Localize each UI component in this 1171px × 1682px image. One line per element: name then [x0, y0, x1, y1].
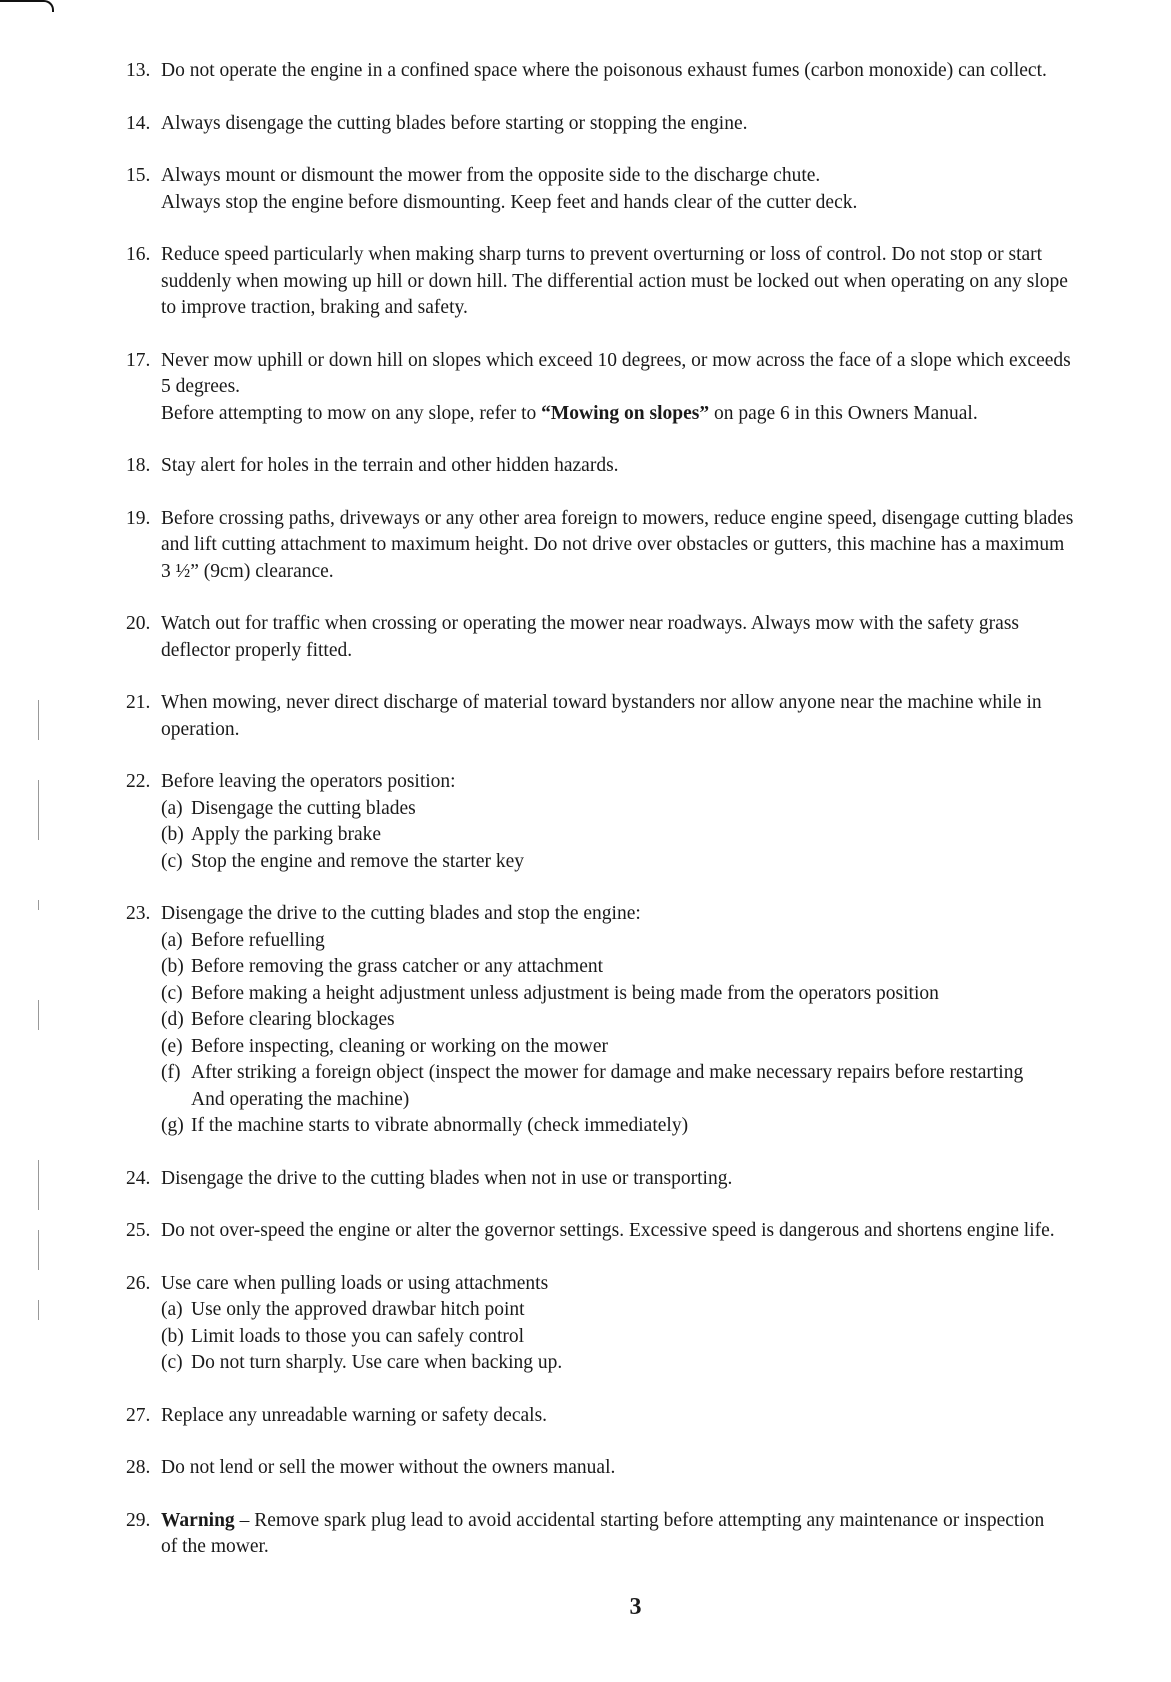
sub-item-text: Before inspecting, cleaning or working on the mower — [191, 1035, 608, 1057]
sub-item — [161, 1324, 1166, 1351]
sub-item-label: (a) — [161, 797, 183, 819]
reference-text-before: Before attempting to mow on any slope, refer to — [161, 402, 542, 424]
sub-item — [161, 1007, 1166, 1034]
sub-item-label: (d) — [161, 1009, 184, 1030]
item-text-line: Disengage the drive to the cutting blades and stop the engine: — [161, 903, 641, 924]
item-text-line: Never mow uphill or down hill on slopes which exceed 10 degrees, or mow across the face of a slope which exceeds — [161, 349, 1071, 371]
instruction-item — [126, 1403, 1166, 1430]
item-text-line: Use care when pulling loads or using attachments — [161, 1272, 549, 1294]
item-text-line: deflector properly fitted. — [161, 639, 353, 661]
sub-item-text: Do not turn sharply. Use care when backing up. — [191, 1352, 563, 1373]
item-number: 29. — [126, 1509, 151, 1531]
mowing-on-slopes-reference: “Mowing on slopes” — [541, 402, 710, 424]
item-number: 24. — [126, 1167, 151, 1189]
sub-item — [161, 1297, 1166, 1324]
sub-item-text: Disengage the cutting blades — [191, 797, 416, 819]
instruction-item — [126, 58, 1166, 85]
sub-item-text: Before removing the grass catcher or any attachment — [191, 956, 604, 977]
item-number: 15. — [126, 165, 151, 186]
sub-item — [161, 796, 1166, 823]
item-number: 18. — [126, 455, 151, 476]
sub-item — [161, 1034, 1166, 1061]
scan-margin-marks — [30, 700, 44, 1640]
instruction-item — [126, 769, 1166, 875]
item-text-line: Watch out for traffic when crossing or operating the mower near roadways. Always mow with the safety grass — [161, 613, 1019, 634]
warning-label: Warning — [161, 1509, 235, 1531]
instruction-item — [126, 348, 1166, 428]
item-text-line: suddenly when mowing up hill or down hill. The differential action must be locked out when operating on any slope — [161, 270, 1068, 292]
sub-item — [161, 849, 1166, 876]
item-text-line: Do not over-speed the engine or alter the governor settings. Excessive speed is dangerous and shortens engine life. — [161, 1220, 1055, 1241]
item-number: 14. — [126, 112, 151, 134]
sub-item-text: Limit loads to those you can safely control — [191, 1325, 525, 1347]
sub-item-text: Before clearing blockages — [191, 1009, 395, 1030]
item-number: 13. — [126, 60, 151, 81]
item-text-line: When mowing, never direct discharge of material toward bystanders nor allow anyone near the machine while in — [161, 692, 1042, 713]
item-text-line: and lift cutting attachment to maximum height. Do not drive over obstacles or gutters, this machine has a maximum — [161, 534, 1065, 555]
instruction-item — [126, 453, 1166, 480]
sub-item-label: (g) — [161, 1115, 184, 1136]
sub-item-text: Before making a height adjustment unless adjustment is being made from the operators position — [191, 982, 939, 1004]
item-number: 17. — [126, 349, 151, 371]
item-text-line: Disengage the drive to the cutting blades when not in use or transporting. — [161, 1167, 733, 1189]
item-number: 22. — [126, 771, 151, 792]
sub-item-text: If the machine starts to vibrate abnormally (check immediately) — [191, 1115, 689, 1136]
sub-item-label: (f) — [161, 1062, 181, 1083]
item-text-line — [161, 1508, 1166, 1535]
item-text-line: Reduce speed particularly when making sharp turns to prevent overturning or loss of control. Do not stop or start — [161, 244, 1043, 265]
sub-item-text: Use only the approved drawbar hitch point — [191, 1299, 525, 1320]
item-text-line: Always disengage the cutting blades before starting or stopping the engine. — [161, 112, 748, 134]
sub-item — [161, 1350, 1166, 1377]
sub-item-continuation: And operating the machine) — [191, 1088, 410, 1110]
sub-item-label: (a) — [161, 1299, 183, 1320]
warning-text: – Remove spark plug lead to avoid accidental starting before attempting any maintenance or inspection — [234, 1509, 1045, 1531]
item-number: 21. — [126, 692, 151, 713]
instruction-item — [126, 611, 1166, 664]
instruction-item — [126, 506, 1166, 586]
sub-item — [161, 822, 1166, 849]
page-number: 3 — [629, 1594, 642, 1620]
sub-item-text: Stop the engine and remove the starter key — [191, 850, 525, 872]
item-number: 23. — [126, 903, 151, 924]
item-number: 25. — [126, 1220, 151, 1241]
item-number: 26. — [126, 1272, 151, 1294]
sub-item — [161, 928, 1166, 955]
safety-instructions-list — [126, 58, 1166, 1587]
sub-item-label: (c) — [161, 1352, 183, 1373]
sub-item-label: (a) — [161, 929, 183, 951]
sub-item — [161, 1060, 1166, 1087]
sub-item-label: (c) — [161, 850, 183, 872]
item-text-line: Replace any unreadable warning or safety decals. — [161, 1404, 548, 1426]
sub-item — [161, 981, 1166, 1008]
sub-item-label: (c) — [161, 982, 183, 1004]
item-text-line: Do not operate the engine in a confined space where the poisonous exhaust fumes (carbon monoxide) can collect. — [161, 60, 1047, 81]
sub-item-text: Before refuelling — [191, 929, 325, 951]
instruction-item — [126, 1455, 1166, 1482]
reference-text-after: on page 6 in this Owners Manual. — [709, 402, 978, 424]
sub-item — [161, 1113, 1166, 1140]
item-number: 27. — [126, 1404, 151, 1426]
sub-item-label: (b) — [161, 824, 184, 845]
instruction-item — [126, 690, 1166, 743]
item-number: 28. — [126, 1457, 151, 1478]
item-number: 16. — [126, 244, 151, 265]
item-text-line: Always mount or dismount the mower from the opposite side to the discharge chute. — [161, 165, 821, 186]
sub-item-text: Apply the parking brake — [191, 824, 382, 845]
item-text-line: Always stop the engine before dismounting. Keep feet and hands clear of the cutter deck. — [161, 191, 858, 213]
item-text-line: 3 ½” (9cm) clearance. — [161, 560, 334, 582]
instruction-item — [126, 901, 1166, 1140]
sub-item-label: (b) — [161, 956, 184, 977]
scan-corner-mark — [0, 0, 54, 12]
sub-item-label: (e) — [161, 1035, 183, 1057]
item-text-line: to improve traction, braking and safety. — [161, 297, 468, 318]
sub-item — [161, 954, 1166, 981]
item-text-line: operation. — [161, 718, 240, 740]
item-text-line: Before leaving the operators position: — [161, 771, 456, 792]
item-text-line: Stay alert for holes in the terrain and other hidden hazards. — [161, 455, 619, 476]
item-text-line: Before crossing paths, driveways or any other area foreign to mowers, reduce engine speed, disengage cutting blades — [161, 507, 1074, 529]
item-number: 20. — [126, 613, 151, 634]
instruction-item — [126, 242, 1166, 322]
instruction-item — [126, 1166, 1166, 1193]
item-text-line: 5 degrees. — [161, 376, 241, 397]
sub-item-text: After striking a foreign object (inspect the mower for damage and make necessary repairs before restarting — [191, 1062, 1024, 1083]
item-number: 19. — [126, 507, 151, 529]
instruction-item — [126, 163, 1166, 216]
instruction-item — [126, 1218, 1166, 1245]
sub-item-label: (b) — [161, 1325, 184, 1347]
item-text-line: Do not lend or sell the mower without the owners manual. — [161, 1457, 616, 1478]
instruction-item — [126, 1508, 1166, 1561]
instruction-item — [126, 1271, 1166, 1377]
item-text-line: of the mower. — [161, 1536, 269, 1557]
instruction-item — [126, 111, 1166, 138]
item-text-line — [161, 401, 1166, 428]
